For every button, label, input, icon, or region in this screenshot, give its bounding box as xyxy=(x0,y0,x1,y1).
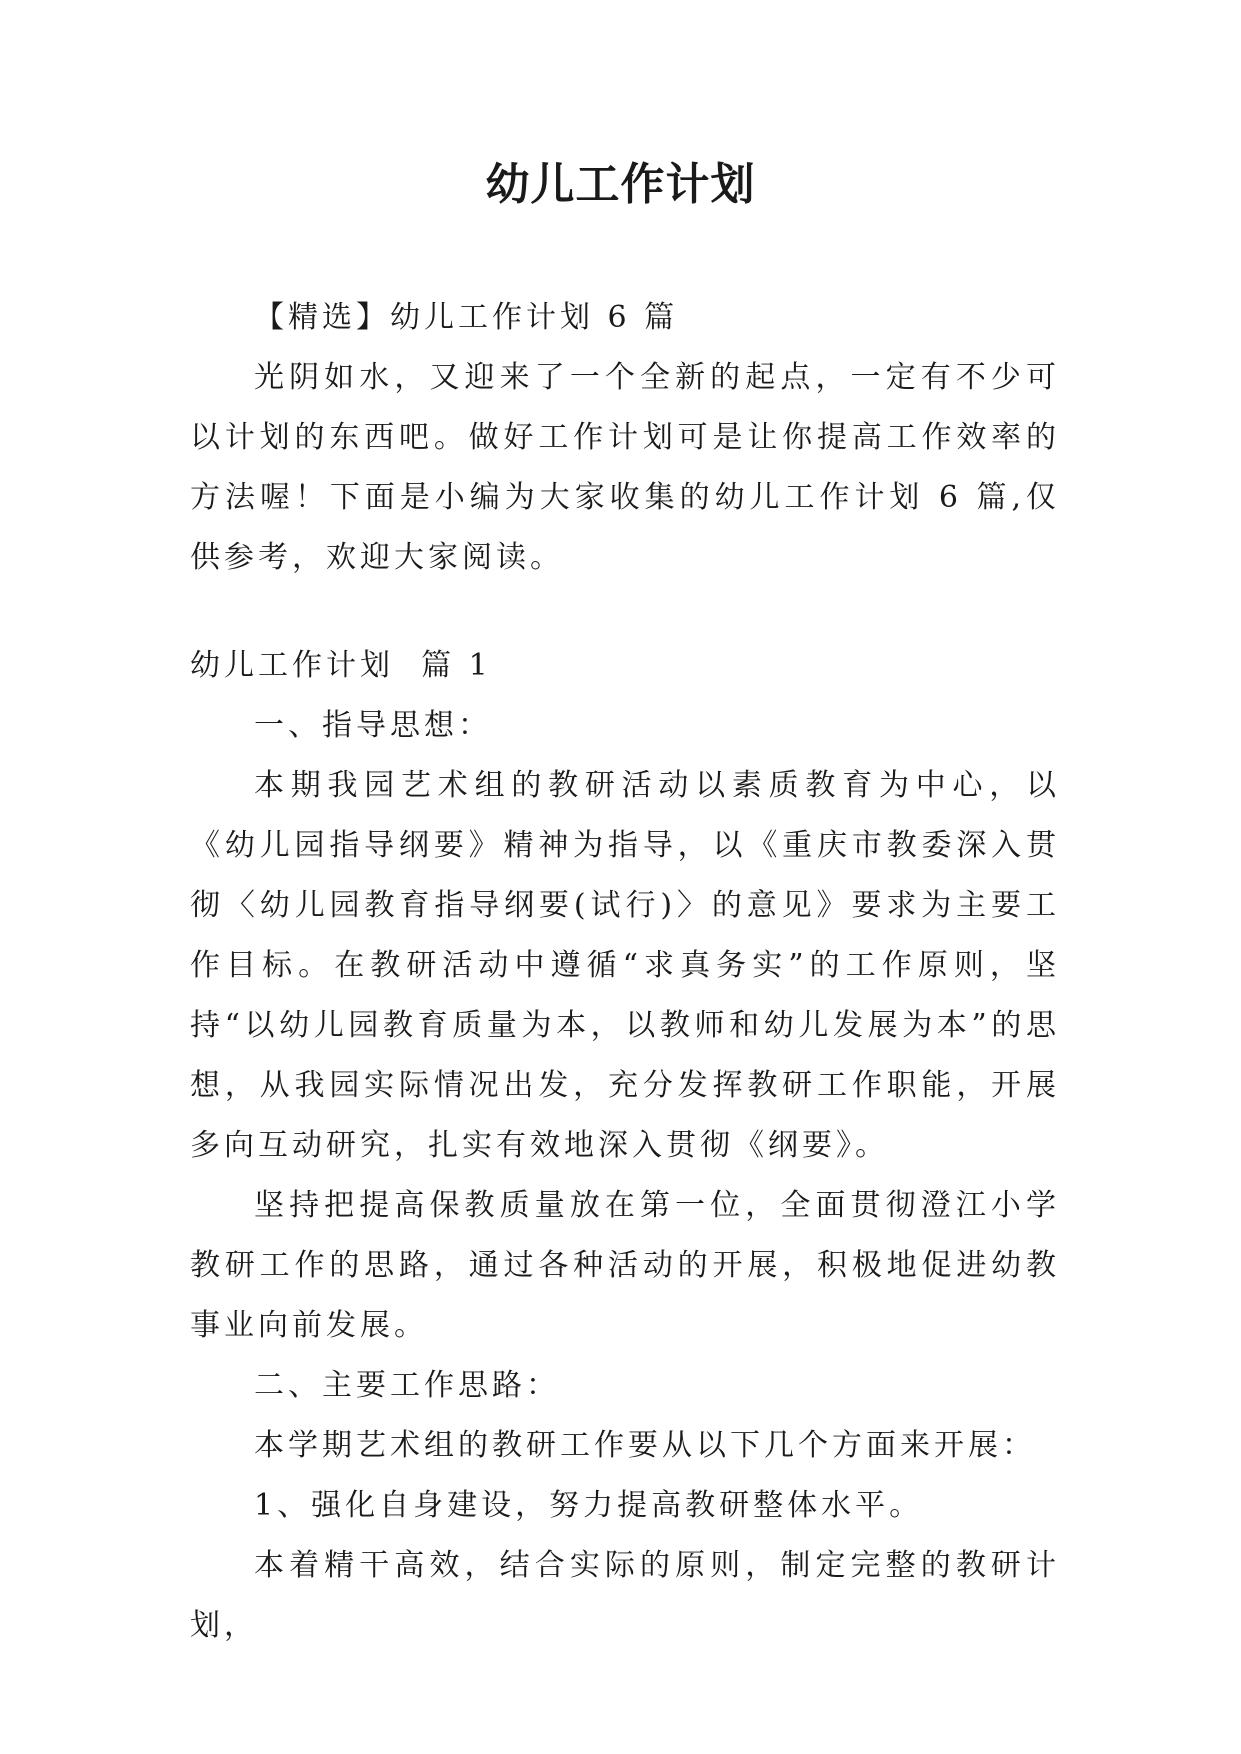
intro-paragraph: 光阴如水，又迎来了一个全新的起点，一定有不少可以计划的东西吧。做好工作计划可是让你提高工作效率的方法喔！下面是小编为大家收集的幼儿工作计划 6 篇,仅供参考，欢迎大家阅读。 xyxy=(190,360,1060,575)
intro-heading: 【精选】幼儿工作计划 6 篇 xyxy=(254,300,679,335)
paragraph-work-aspects: 本学期艺术组的教研工作要从以下几个方面来开展： xyxy=(254,1428,1036,1463)
section-spacer xyxy=(190,588,1060,636)
section-title: 幼儿工作计划 篇 1 xyxy=(190,648,492,683)
list-item-1: 1、强化自身建设，努力提高教研整体水平。 xyxy=(254,1488,924,1523)
paragraph-principles: 本着精干高效，结合实际的原则，制定完整的教研计划， xyxy=(190,1548,1060,1643)
heading-guiding-ideology: 一、指导思想： xyxy=(254,708,492,743)
document-body xyxy=(190,288,1060,1656)
paragraph-quality-first: 坚持把提高保教质量放在第一位，全面贯彻澄江小学教研工作的思路，通过各种活动的开展，积极地促进幼教事业向前发展。 xyxy=(190,1188,1060,1343)
paragraph-guiding-ideology: 本期我园艺术组的教研活动以素质教育为中心，以《幼儿园指导纲要》精神为指导，以《重庆市教委深入贯彻〈幼儿园教育指导纲要(试行)〉的意见》要求为主要工作目标。在教研活动中遵循“求真务实”的工作原则，坚持“以幼儿园教育质量为本，以教师和幼儿发展为本”的思想，从我园实际情况出发，充分发挥教研工作职能，开展多向互动研究，扎实有效地深入贯彻《纲要》。 xyxy=(190,768,1060,1163)
page-title: 幼儿工作计划 xyxy=(485,159,756,210)
heading-main-work-ideas: 二、主要工作思路： xyxy=(254,1368,560,1403)
